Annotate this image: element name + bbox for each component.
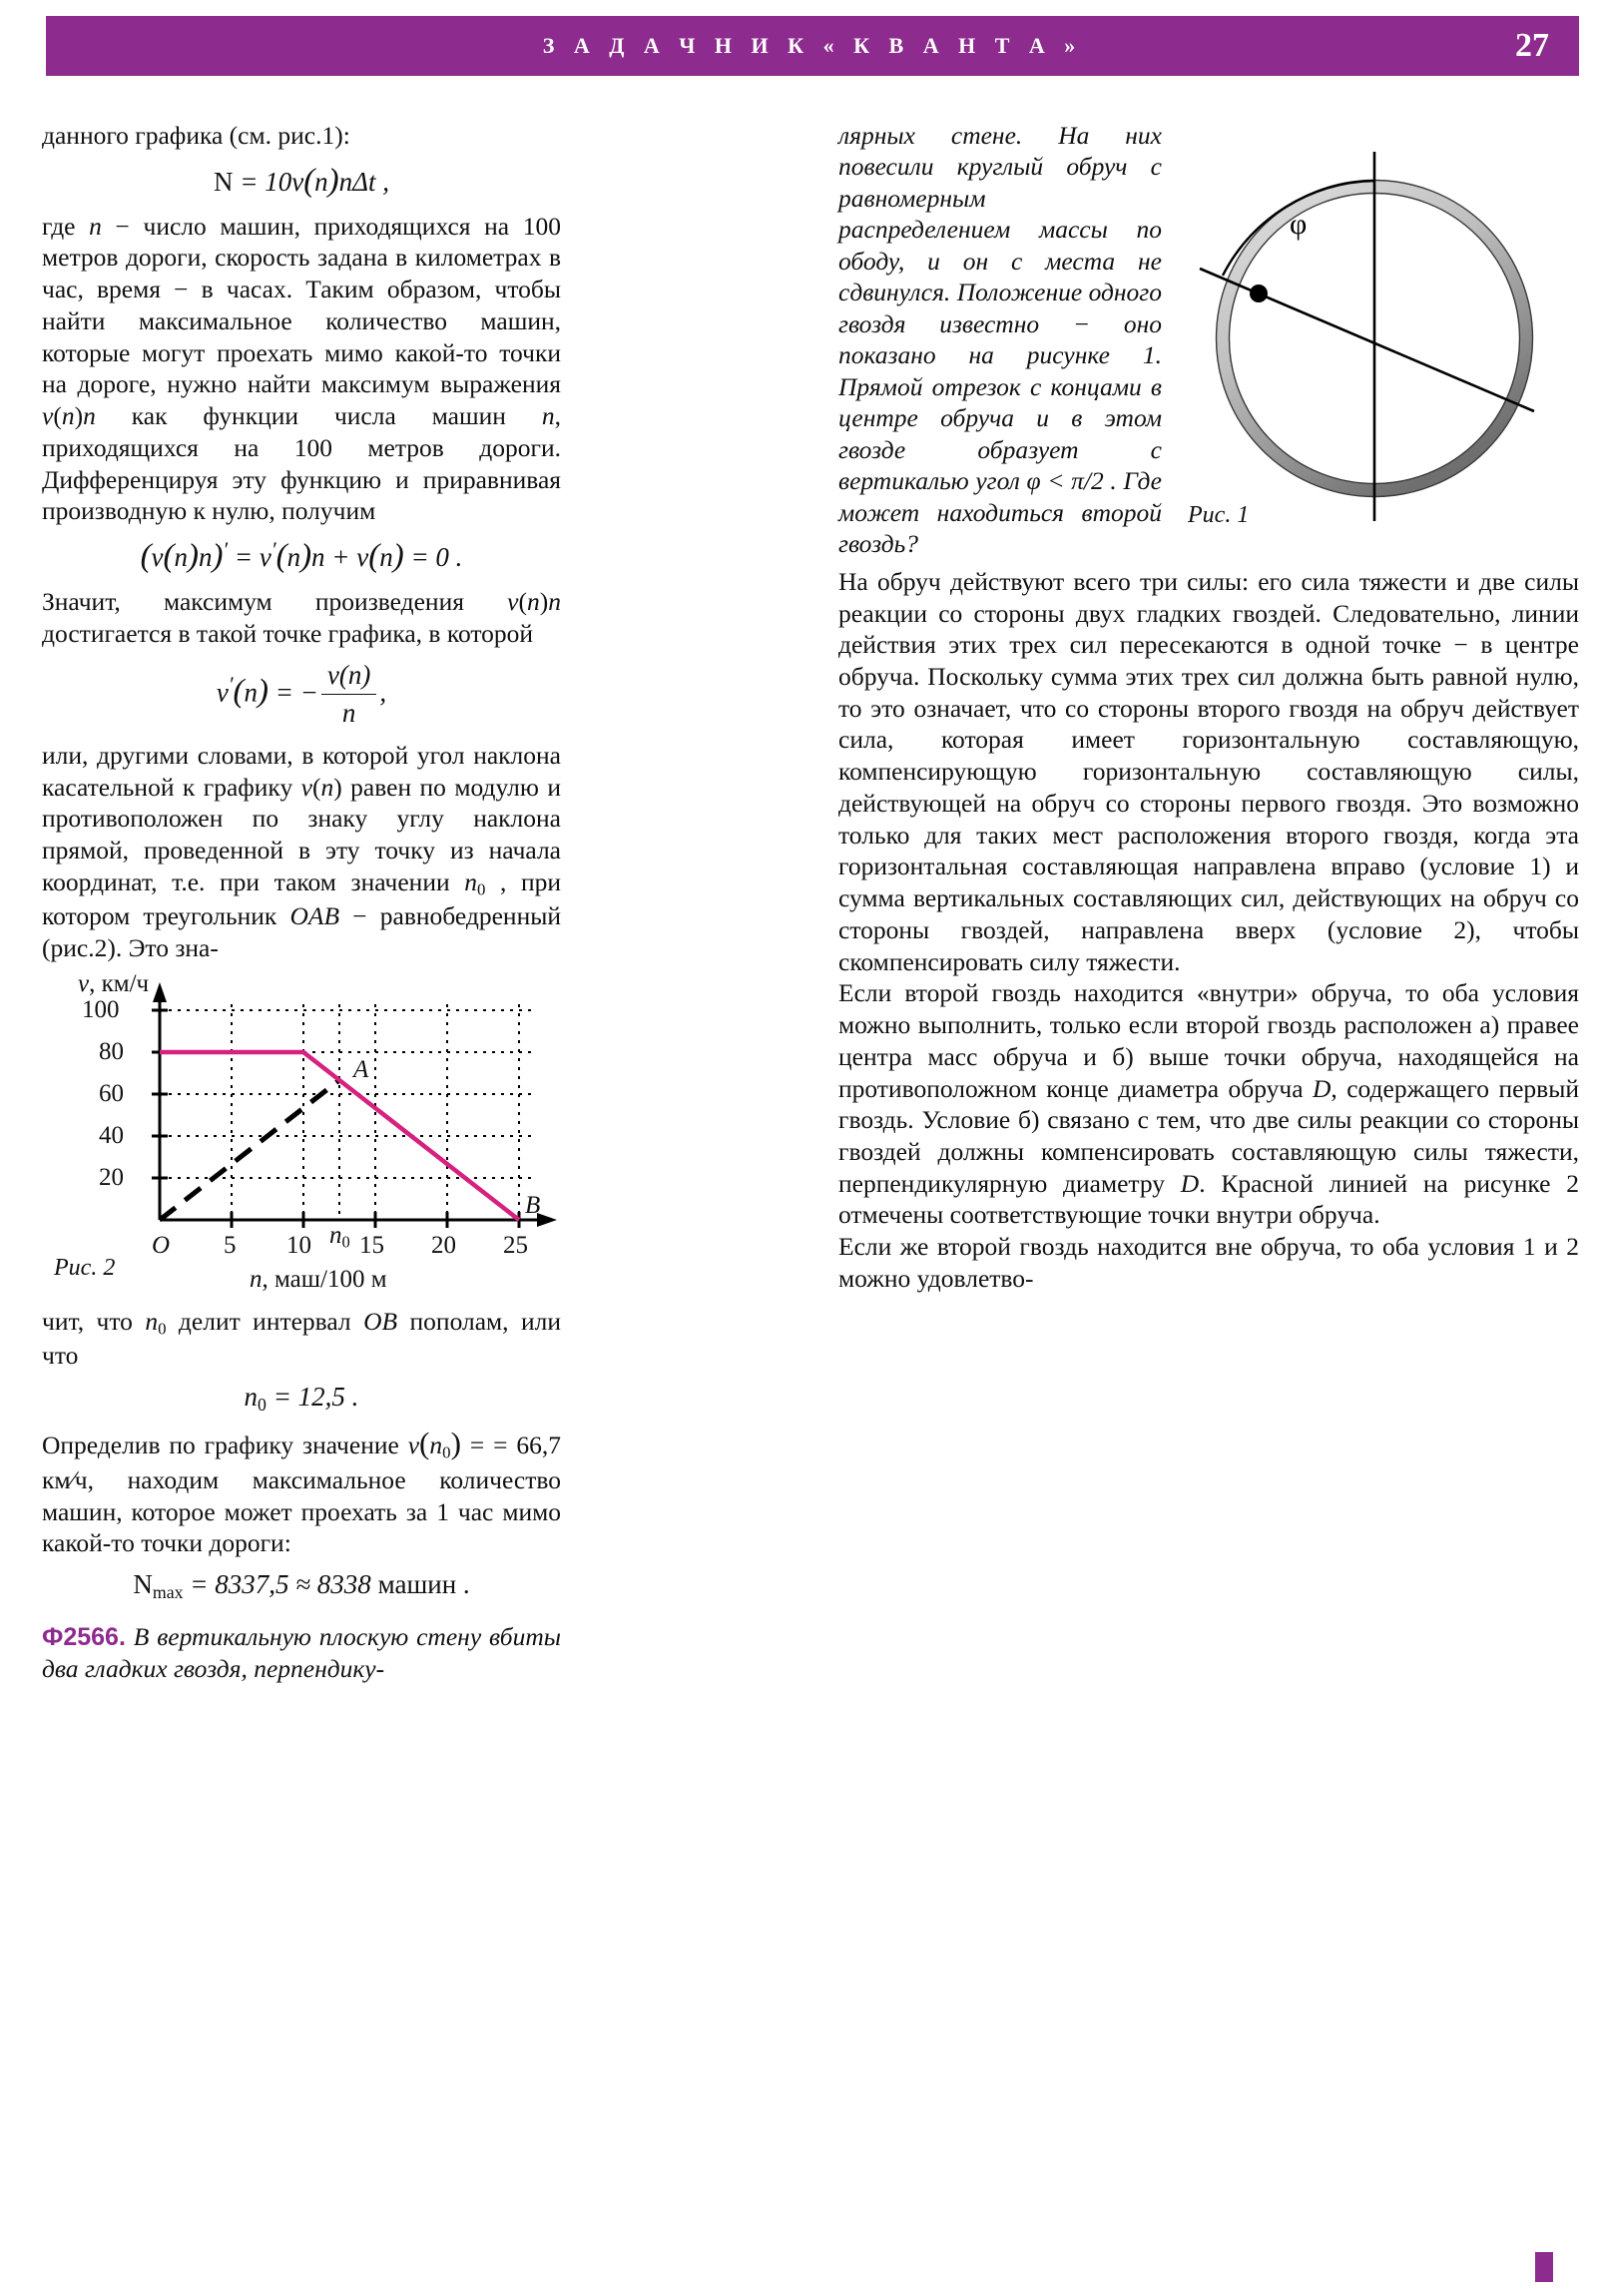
x-tick-20: 20 bbox=[431, 1231, 456, 1259]
figure-2 bbox=[42, 969, 561, 1302]
problem-intro-italic: лярных стене. На них повесили круглый обруч с равномерным распределением массы по ободу, и он с места не сдвинулся. Положение одного гвоздя известно − оно показано на рисунке 1. Прямой отрезок с концами в центре обруча и в этом гвозде образует с вертикалью угол φ < π/2 . Где может находиться второй гвоздь? bbox=[838, 121, 1162, 559]
right-paragraph-2: Если второй гвоздь находится «внутри» обруча, то оба условия можно выполнить, только если второй гвоздь расположен а) правее центра масс обруча и б) выше точки обруча, находящейся на противоположном конце диаметра обруча D, содержащего первый гвоздь. Условие б) связано с тем, что две силы реакции со стороны гвоздей должны компенсировать составляющую силы тяжести, перпендикулярную диаметру D. Красной линией на рисунке 2 отмечены соответствующие точки внутри обруча. bbox=[838, 978, 1580, 1230]
y-tick-40: 40 bbox=[99, 1121, 124, 1149]
y-axis-label: v, км/ч bbox=[78, 969, 150, 997]
y-tick-80: 80 bbox=[99, 1037, 124, 1065]
point-label-B: B bbox=[525, 1191, 541, 1219]
y-tick-60: 60 bbox=[99, 1079, 124, 1107]
hoop-svg bbox=[1180, 124, 1579, 523]
dashed-ray-OA bbox=[160, 1080, 339, 1220]
paragraph-3: Значит, максимум произведения v(n)n достигается в такой точке графика, в которой bbox=[42, 587, 561, 648]
paragraph-4: или, другими словами, в которой угол наклона касательной к графику v(n) равен по модулю и противоположен по знаку углу наклона прямой, проведенной в эту точку из начала координат, т.е. при таком значении $n_0$ , при котором треугольник OAB − равнобедренный (рис.2). Это зна- bbox=[42, 740, 561, 963]
figure-1-caption: Рис. 1 bbox=[1188, 502, 1250, 528]
x-tick-origin: O bbox=[152, 1231, 171, 1259]
formula-vprime: v′(n) = − $\frac{v(n)}{n}$ , bbox=[216, 659, 387, 729]
bottom-accent-tick bbox=[1535, 2252, 1553, 2282]
header-title: З А Д А Ч Н И К « К В А Н Т А » bbox=[542, 33, 1083, 58]
x-tick-5: 5 bbox=[224, 1231, 237, 1259]
x-tick-10: 10 bbox=[286, 1231, 311, 1259]
phi-label: φ bbox=[1290, 208, 1308, 241]
formula-N: N = 10v(n)nΔt , bbox=[213, 162, 390, 199]
y-tick-100: 100 bbox=[82, 995, 120, 1023]
formula-n0: $n_0 = 12,5$ . bbox=[244, 1382, 359, 1416]
y-tick-20: 20 bbox=[99, 1163, 124, 1191]
hoop-diagram bbox=[1180, 124, 1579, 553]
paragraph-6: Определив по графику значение $v(n_0)$ = = 66,7 км∕ч, находим максимальное количество машин, которое может проехать за 1 час мимо какой-то точки дороги: bbox=[42, 1426, 562, 1558]
point-label-A: A bbox=[353, 1055, 369, 1083]
figure-1 bbox=[1180, 124, 1579, 553]
x-tick-25: 25 bbox=[503, 1231, 528, 1259]
left-column bbox=[42, 120, 561, 1685]
page-number: 27 bbox=[1515, 27, 1549, 64]
right-column bbox=[838, 120, 1579, 1295]
figure-2-caption: Рис. 2 bbox=[54, 1254, 116, 1281]
right-paragraph-1: На обруч действуют всего три силы: его сила тяжести и две силы реакции со стороны двух гладких гвоздей. Следовательно, линии действия этих трех сил пересекаются в одной точке − в центре обруча. Поскольку сумма этих трех сил должна быть равной нулю, то это означает, что со стороны второго гвоздя на обруч действует сила, которая имеет горизонтальную составляющую, компенсирующую горизонтальную составляющую силы, действующей на обруч со стороны первого гвоздя. Это возможно только для таких мест расположения второго гвоздя, когда эта горизонтальная составляющая направлена вправо (условие 1) и сумма вертикальных составляющих сил, действующих на обруч со стороны гвоздей, направлена вверх (условие 2), чтобы скомпенсировать силу тяжести. bbox=[838, 566, 1579, 976]
x-axis-label: n, маш/100 м bbox=[250, 1265, 387, 1293]
page-header-bar bbox=[46, 16, 1579, 76]
formula-Nmax: $N_{max} = 8337,5 \approx 8338$ машин . bbox=[133, 1569, 470, 1603]
paragraph-2: где n − число машин, приходящихся на 100 метров дороги, скорость задана в километрах в час, время − в часах. Таким образом, чтобы найти максимальное количество машин, которые могут проехать мимо какой-то точки на дороге, нужно найти максимум выражения v(n)n как функции числа машин n, приходящихся на 100 метров дороги. Дифференцируя эту функцию и приравнивая производную к нулю, получим bbox=[42, 211, 561, 526]
problem-number: Ф2566. bbox=[42, 1623, 126, 1652]
problem-2566 bbox=[42, 1621, 561, 1685]
formula-derivative: (v(n)n)′ = v′(n)n + v(n) = 0 . bbox=[140, 537, 463, 575]
x-tick-n0: $n_0$ bbox=[329, 1221, 350, 1252]
paragraph-5: чит, что $n_0$ делит интервал OB пополам, или что bbox=[42, 1306, 561, 1371]
right-paragraph-3: Если же второй гвоздь находится вне обруча, то оба условия 1 и 2 можно удовлетво- bbox=[838, 1232, 1579, 1293]
x-tick-15: 15 bbox=[359, 1231, 384, 1259]
problem-statement: В вертикальную плоскую стену вбиты два гладких гвоздя, перпендику- bbox=[42, 1622, 562, 1684]
nail-point bbox=[1250, 285, 1268, 302]
paragraph-1: данного графика (см. рис.1): bbox=[42, 121, 350, 150]
